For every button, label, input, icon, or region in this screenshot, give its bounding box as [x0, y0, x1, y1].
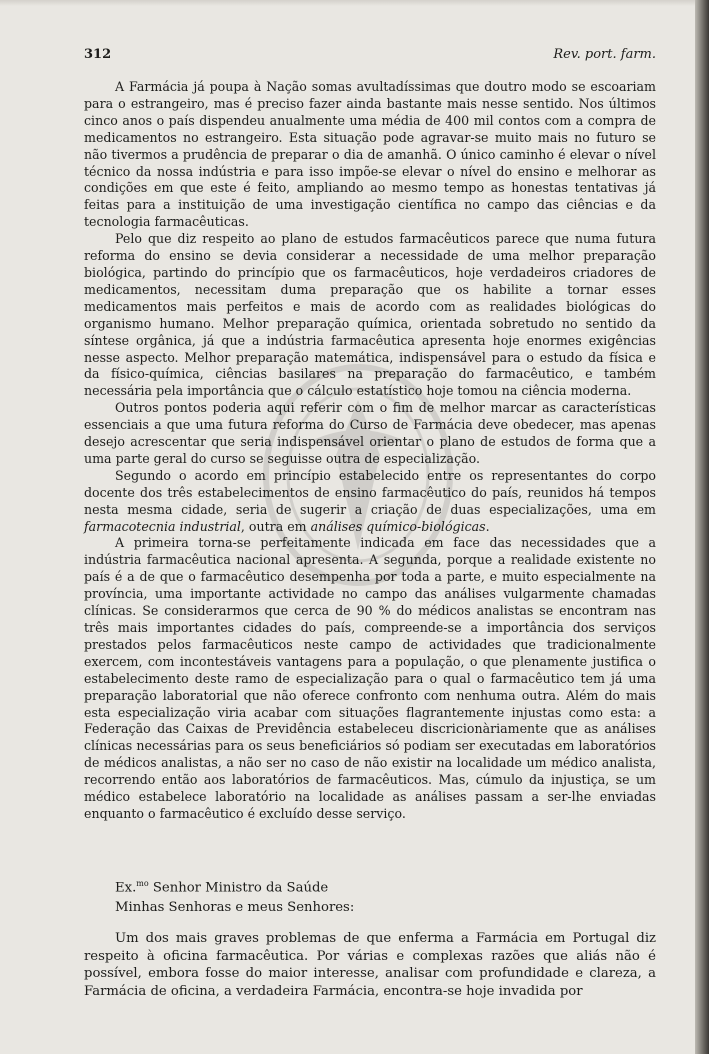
paragraph-4	[84, 468, 656, 536]
page-binding-edge	[695, 0, 709, 1054]
salutation-superscript: mo	[136, 879, 149, 888]
emphasis-farmacotecnia: farmacotecnia industrial	[84, 518, 241, 534]
salutation-audience: Minhas Senhoras e meus Senhores:	[115, 900, 355, 915]
page-top-shadow	[0, 0, 709, 6]
paragraph-4-end: .	[485, 518, 490, 534]
paragraph-4-mid: , outra em	[240, 518, 311, 534]
paragraph-3: Outros pontos poderia aqui referir com o fim de melhor marcar as características essenciais a que uma futura reforma do Curso de Farmácia deve obedecer, mas apenas desejo acrescentar que seria indispensável orientar o plano de estudos de forma que a uma parte geral do curso se seguisse outra de especialização.	[84, 400, 656, 466]
running-header	[84, 47, 656, 67]
final-paragraph: Um dos mais graves problemas de que enferma a Farmácia em Portugal diz respeito à oficina farmacêutica. Por várias e complexas razões que aliás não é possível, embora fosse do maior interesse, analisar com profundidade e clareza, a Farmácia de oficina, a verdadeira Farmácia, encontra-se hoje invadida por	[84, 931, 656, 999]
paragraph-5: A primeira torna-se perfeitamente indicada em face das necessidades que a indústria farmacêutica nacional apresenta. A segunda, porque a realidade existente no país é a de que o farmacêutico desempenha por toda a parte, e muito especialmente na província, uma importante actividade no campo das análises vulgarmente chamadas clínicas. Se considerarmos que cerca de 90 % do médicos analistas se encontram nas três mais importantes cidades do país, compreende-se a importância dos serviços prestados pelos farmacêuticos neste campo de actividades que tradicionalmente exercem, com incontestáveis vantagens para a população, o que plenamente justifica o estabelecimento deste ramo de especialização para o qual o farmacêutico tem já uma preparação laboratorial que não oferece confronto com nenhuma outra. Além do mais esta especialização viria acabar com situações flagrantemente injustas como esta: a Federação das Caixas de Previdência estabeleceu discricionàriamente que as análises clínicas necessárias para os seus beneficiários só podiam ser executadas em laboratórios de médicos analistas, a não ser no caso de não existir na localidade um médico analista, recorrendo então aos laboratórios de farmacêuticos. Mas, cúmulo da injustiça, se um médico estabelece laboratório na localidade as análises passam a ser-lhe enviadas enquanto o farmacêutico é excluído desse serviço.	[84, 535, 656, 821]
paragraph-2: Pelo que diz respeito ao plano de estudos farmacêuticos parece que numa futura reforma do ensino se devia considerar a necessidade de uma melhor preparação biológica, partindo do princípio que os farmacêuticos, hoje verdadeiros criadores de medicamentos, necessitam duma preparação que os habilite a tornar esses medicamentos mais perfeitos e mais de acordo com as realidades biológicas do organismo humano. Melhor preparação química, orientada sobretudo no sentido da síntese orgânica, já que a indústria farmacêutica apresenta hoje enormes exigências nesse aspecto. Melhor preparação matemática, indispensável para o estudo da física e da físico-química, ciências basilares na preparação do farmacêutico, e também necessária pela importância que o cálculo estatístico hoje tomou na ciência moderna.	[84, 231, 656, 399]
salutation-prefix: Ex.	[115, 880, 137, 896]
paragraph-1: A Farmácia já poupa à Nação somas avultadíssimas que doutro modo se escoariam para o estrangeiro, mas é preciso fazer ainda bastante mais nesse sentido. Nos últimos cinco anos o país dispendeu anualmente uma média de 400 mil contos com a compra de medicamentos no estrangeiro. Esta situação pode agravar-se muito mais no futuro se não tivermos a prudência de preparar o dia de amanhã. O único caminho é elevar o nível técnico da nossa indústria e para isso impõe-se elevar o nível do ensino e melhorar as condições em que este é feito, ampliando ao mesmo tempo as honestas tentativas já feitas para a instituição de uma investigação científica no campo das ciências e da tecnologia farmacêuticas.	[84, 79, 656, 230]
paragraph-4-start: Segundo o acordo em princípio estabelecido entre os representantes do corpo docente dos três estabelecimentos de ensino farmacêutico do país, reunidos há tempos nesta mesma cidade, seria de sugerir a criação de duas especializações, uma em	[84, 467, 656, 517]
salutation-rest: Senhor Ministro da Saúde	[148, 880, 329, 896]
article-body	[84, 79, 656, 823]
journal-title: Rev. port. farm.	[553, 47, 656, 62]
emphasis-analises: análises químico-biológicas	[310, 518, 486, 534]
page-number: 312	[84, 47, 112, 62]
salutation-minister	[84, 875, 656, 896]
